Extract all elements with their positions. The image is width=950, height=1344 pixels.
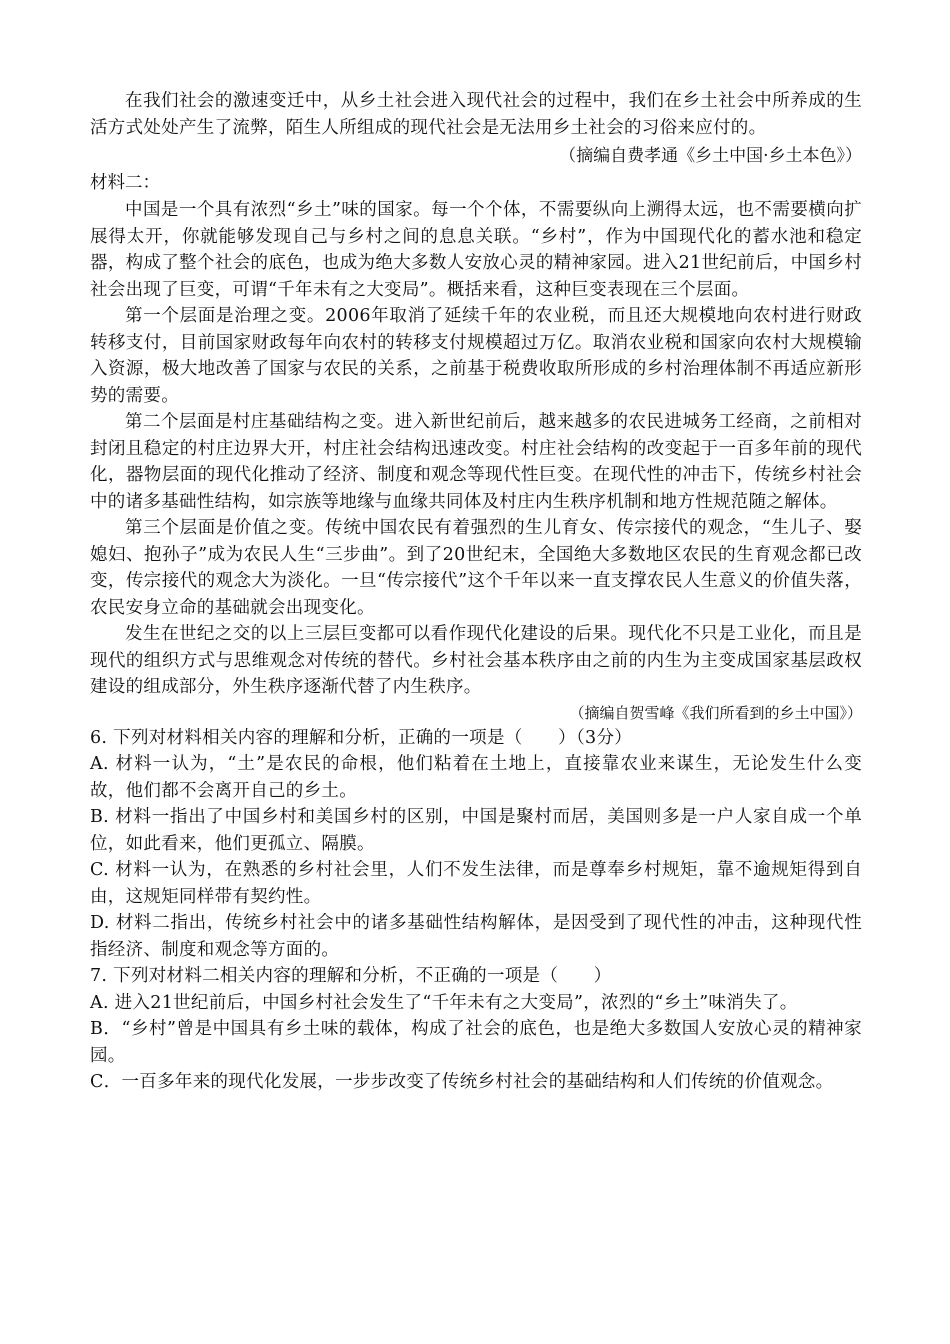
material2-paragraph-4: 第三个层面是价值之变。传统中国农民有着强烈的生儿育女、传宗接代的观念，“生儿子、娶媳妇、抱孙子”成为农民人生“三步曲”。到了20世纪末，全国绝大多数地区农民的生育观念都已改变，传宗接代的观念大为淡化。一旦“传宗接代”这个千年以来一直支撑农民人生意义的价值失落，农民安身立命的基础就会出现变化。	[90, 518, 862, 618]
document-page	[90, 88, 862, 1096]
material2-paragraph-3: 第二个层面是村庄基础结构之变。进入新世纪前后，越来越多的农民进城务工经商，之前相对封闭且稳定的村庄边界大开，村庄社会结构迅速改变。村庄社会结构的改变起于一百多年前的现代化，器物层面的现代化推动了经济、制度和观念等现代性巨变。在现代性的冲击下，传统乡村社会中的诸多基础性结构，如宗族等地缘与血缘共同体及村庄内生秩序机制和地方性规范随之解体。	[90, 412, 862, 512]
question-7-option-c: C．一百多年来的现代化发展，一步步改变了传统乡村社会的基础结构和人们传统的价值观念。	[90, 1072, 834, 1092]
material2-paragraph-5: 发生在世纪之交的以上三层巨变都可以看作现代化建设的后果。现代化不只是工业化，而且是现代的组织方式与思维观念对传统的替代。乡村社会基本秩序由之前的内生为主变成国家基层政权建设的组成部分，外生秩序逐渐代替了内生秩序。	[90, 624, 862, 697]
material2-paragraph-1: 中国是一个具有浓烈“乡土”味的国家。每一个个体，不需要纵向上溯得太远，也不需要横向扩展得太开，你就能够发现自己与乡村之间的息息关联。“乡村”，作为中国现代化的蓄水池和稳定器，构成了整个社会的底色，也成为绝大多数人安放心灵的精神家园。进入21世纪前后，中国乡村社会出现了巨变，可谓“千年未有之大变局”。概括来看，这种巨变表现在三个层面。	[90, 200, 862, 300]
question-6-option-d: D. 材料二指出，传统乡村社会中的诸多基础性结构解体，是因受到了现代性的冲击，这种现代性指经济、制度和观念等方面的。	[90, 913, 862, 960]
question-6-option-c: C. 材料一认为，在熟悉的乡村社会里，人们不发生法律，而是尊奉乡村规矩，靠不逾规矩得到自由，这规矩同样带有契约性。	[90, 860, 862, 907]
material1-paragraph: 在我们社会的激速变迁中，从乡土社会进入现代社会的过程中，我们在乡土社会中所养成的生活方式处处产生了流弊，陌生人所组成的现代社会是无法用乡土社会的习俗来应付的。	[90, 91, 862, 138]
question-6-option-b: B. 材料一指出了中国乡村和美国乡村的区别，中国是聚村而居，美国则多是一户人家自成一个单位，如此看来，他们更孤立、隔膜。	[90, 807, 862, 854]
material2-source: （摘编自贺雪峰《我们所看到的乡土中国》）	[569, 703, 862, 722]
material1-source: （摘编自费孝通《乡土中国·乡土本色》）	[559, 146, 862, 166]
question-7-option-b: B．“乡村”曾是中国具有乡土味的载体，构成了社会的底色，也是绝大多数国人安放心灵的精神家园。	[90, 1019, 862, 1066]
material1-source-wrap	[90, 143, 862, 169]
question-6-stem: 6. 下列对材料相关内容的理解和分析，正确的一项是（ ）（3分）	[90, 727, 633, 748]
question-6-option-a: A. 材料一认为，“土”是农民的命根，他们粘着在土地上，直接靠农业来谋生，无论发生什么变故，他们都不会离开自己的乡土。	[90, 754, 862, 801]
question-7-option-a: A. 进入21世纪前后，中国乡村社会发生了“千年未有之大变局”，浓烈的“乡土”味消失了。	[90, 992, 798, 1013]
question-7-stem: 7. 下列对材料二相关内容的理解和分析，不正确的一项是（ ）	[90, 966, 612, 986]
material2-label: 材料二：	[90, 173, 160, 193]
material2-paragraph-2: 第一个层面是治理之变。2006年取消了延续千年的农业税，而且还大规模地向农村进行财政转移支付，目前国家财政每年向农村的转移支付规模超过万亿。取消农业税和国家向农村大规模输入资源，极大地改善了国家与农民的关系，之前基于税费收取所形成的乡村治理体制不再适应新形势的需要。	[90, 306, 862, 406]
